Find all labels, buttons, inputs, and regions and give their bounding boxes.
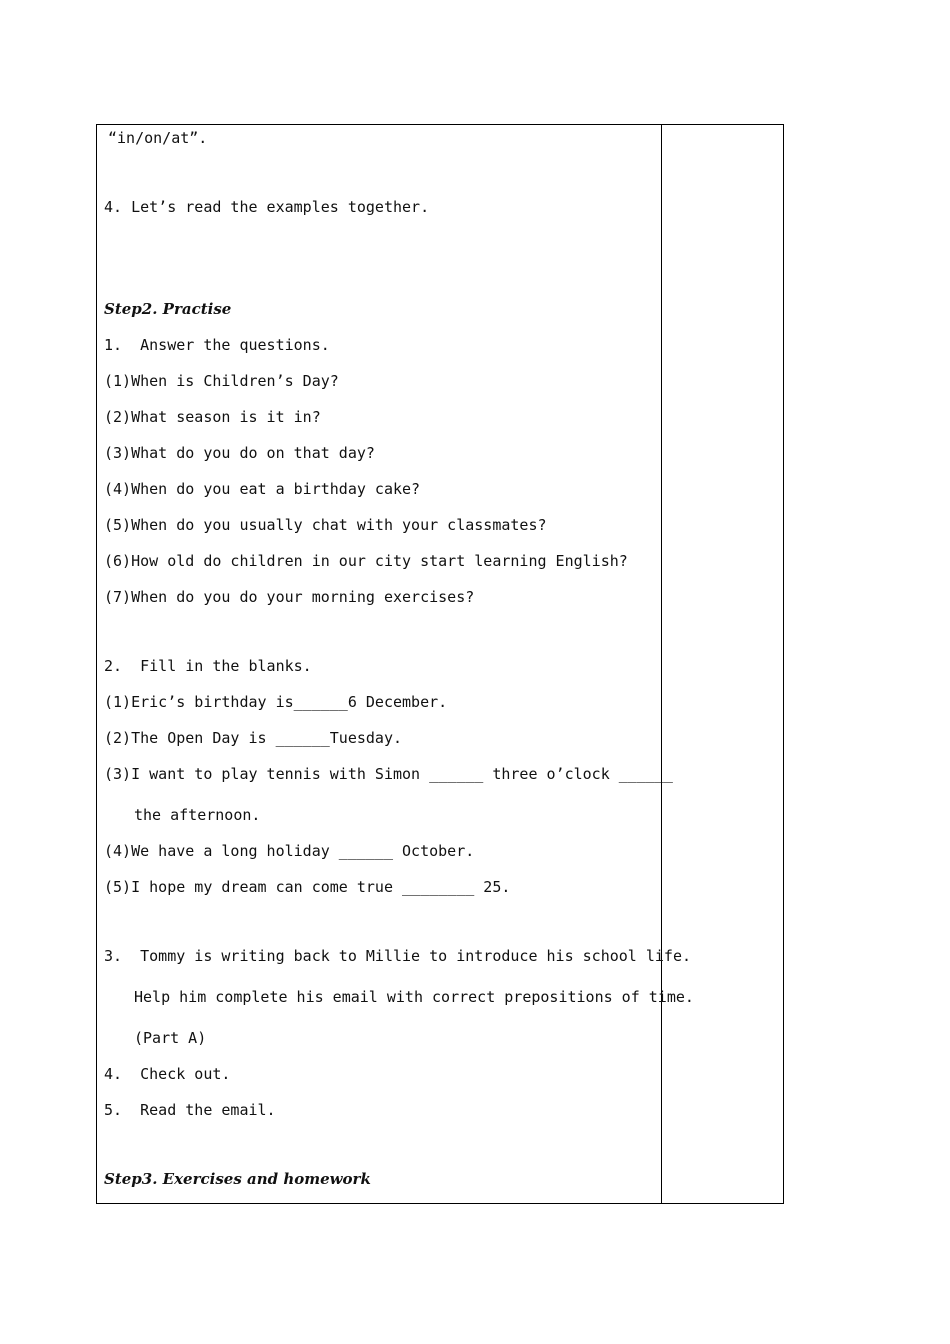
step3-heading: Step3. Exercises and homework — [104, 1170, 371, 1188]
blank-3: (3)I want to play tennis with Simon ______ three o’clock ______ — [104, 765, 673, 783]
question-6: (6)How old do children in our city start learning English? — [104, 552, 628, 570]
read-examples-line: 4. Let’s read the examples together. — [104, 198, 430, 216]
step2-heading: Step2. Practise — [104, 300, 232, 318]
blank-2: (2)The Open Day is ______Tuesday. — [104, 729, 403, 747]
question-3: (3)What do you do on that day? — [104, 444, 375, 462]
tommy-task-line-3: (Part A) — [134, 1029, 207, 1047]
tommy-task-line-1: 3. Tommy is writing back to Millie to introduce his school life. — [104, 947, 691, 965]
read-email-line: 5. Read the email. — [104, 1101, 276, 1119]
question-1: (1)When is Children’s Day? — [104, 372, 339, 390]
question-7: (7)When do you do your morning exercises? — [104, 588, 475, 606]
answer-questions-line: 1. Answer the questions. — [104, 336, 330, 354]
blank-1: (1)Eric’s birthday is______6 December. — [104, 693, 448, 711]
prepositions-text: “in/on/at”. — [108, 129, 208, 147]
question-4: (4)When do you eat a birthday cake? — [104, 480, 421, 498]
column-divider — [661, 124, 662, 1204]
question-2: (2)What season is it in? — [104, 408, 321, 426]
blank-4: (4)We have a long holiday ______ October. — [104, 842, 475, 860]
tommy-task-line-2: Help him complete his email with correct prepositions of time. — [134, 988, 694, 1006]
blank-3-continued: the afternoon. — [134, 806, 261, 824]
question-5: (5)When do you usually chat with your classmates? — [104, 516, 547, 534]
fill-blanks-line: 2. Fill in the blanks. — [104, 657, 312, 675]
check-out-line: 4. Check out. — [104, 1065, 231, 1083]
blank-5: (5)I hope my dream can come true ________ 25. — [104, 878, 511, 896]
